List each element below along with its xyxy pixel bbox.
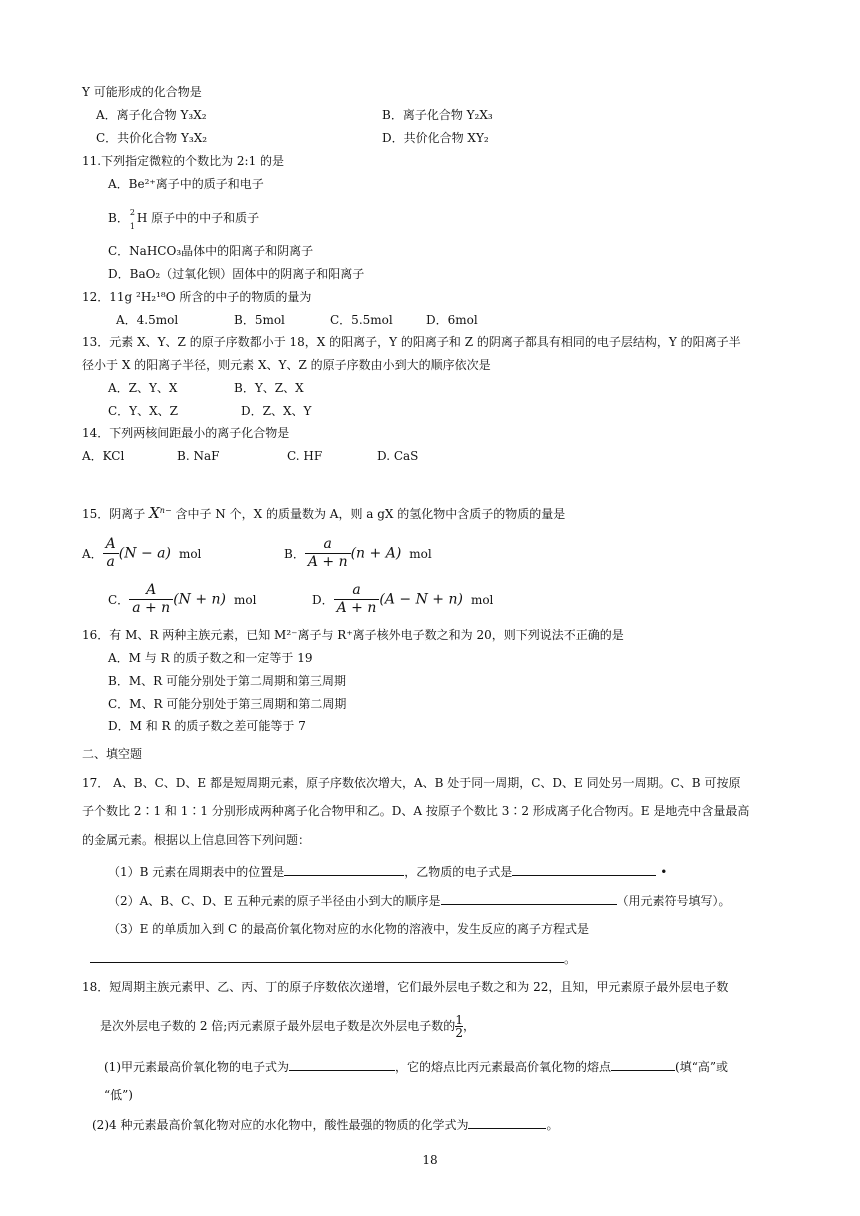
q17-line-1: 17． A、B、C、D、E 都是短周期元素，原子序数依次增大，A、B 处于同一周期，C、D、E 同处另一周期。C、B 可按原 <box>82 776 741 790</box>
q12-option-b: B．5mol <box>234 313 285 327</box>
q12-option-c: C．5.5mol <box>330 313 393 327</box>
q15-stem: 15．阴离子 $X^{n-}$ 含中子 N 个，X 的质量数为 A，则 a gX 的氢化物中含质子的物质的量是 <box>82 504 566 522</box>
q10-option-b: B．离子化合物 Y₂X₃ <box>382 108 493 122</box>
q16-option-a: A．M 与 R 的质子数之和一定等于 19 <box>108 651 313 665</box>
q13-option-d: D．Z、X、Y <box>241 404 312 418</box>
q18-part-2: (2)4 种元素最高价氧化物对应的水化物中，酸性最强的物质的化学式为 。 <box>92 1118 559 1132</box>
q13-line-1: 13．元素 X、Y、Z 的原子序数都小于 18，X 的阳离子，Y 的阳离子和 Z 的阴离子都具有相同的电子层结构，Y 的阳离子半 <box>82 335 741 349</box>
q15-option-b: B． $\frac{a}{A + n}$ (n + A) mol <box>284 536 432 570</box>
anion-symbol: X <box>149 504 160 522</box>
q14-option-b: B. NaF <box>177 449 220 463</box>
fraction: $\frac{a}{A + n}$ <box>334 582 380 617</box>
q15-option-d: D． $\frac{a}{A + n}$ (A − N + n) mol <box>312 582 494 616</box>
q18-part-1: (1)甲元素最高价氧化物的电子式为 ，它的熔点比丙元素最高价氧化物的熔点 (填“高”或 <box>104 1060 728 1074</box>
answer-blank[interactable] <box>468 1116 546 1129</box>
q13-option-b: B．Y、Z、X <box>234 381 304 395</box>
q16-stem: 16．有 M、R 两种主族元素，已知 M²⁻离子与 R⁺离子核外电子数之和为 20，则下列说法不正确的是 <box>82 628 624 642</box>
q17-line-3: 的金属元素。根据以上信息回答下列问题： <box>82 833 311 847</box>
q13-option-a: A．Z、Y、X <box>108 381 178 395</box>
q16-option-d: D．M 和 R 的质子数之差可能等于 7 <box>108 719 306 733</box>
fraction: $\frac{A}{a}$ <box>103 536 119 571</box>
q13-option-c: C．Y、X、Z <box>108 404 178 418</box>
q13-line-2: 径小于 X 的阳离子半径，则元素 X、Y、Z 的原子序数由小到大的顺序依次是 <box>82 358 491 372</box>
q14-option-d: D. CaS <box>377 449 419 463</box>
answer-blank[interactable] <box>284 863 404 876</box>
answer-blank[interactable] <box>611 1058 675 1071</box>
q17-part-1: （1）B 元素在周期表中的位置是 ，乙物质的电子式是 • <box>108 865 668 879</box>
q11-option-d: D．BaO₂（过氧化钡）固体中的阴离子和阳离子 <box>108 267 365 281</box>
q11-stem: 11.下列指定微粒的个数比为 2:1 的是 <box>82 154 285 168</box>
q16-option-b: B．M、R 可能分别处于第二周期和第三周期 <box>108 674 346 688</box>
q10-option-d: D．共价化合物 XY₂ <box>382 131 489 145</box>
answer-blank[interactable] <box>512 863 656 876</box>
q14-option-a: A．KCl <box>82 449 125 463</box>
q10-option-c: C．共价化合物 Y₃X₂ <box>96 131 208 145</box>
fraction-one-half: $\frac{1}{2}$ <box>455 1013 463 1040</box>
q11-option-a: A．Be²⁺离子中的质子和电子 <box>108 177 264 191</box>
q11-option-c: C．NaHCO₃晶体中的阳离子和阴离子 <box>108 244 314 258</box>
q15-option-a: A． $\frac{A}{a}$ (N − a) mol <box>82 536 202 570</box>
q16-option-c: C．M、R 可能分别处于第三周期和第二周期 <box>108 697 347 711</box>
q18-line-2: 是次外层电子数的 2 倍;丙元素原子最外层电子数是次外层电子数的 $\frac{1}{2}$ ， <box>100 1013 475 1040</box>
answer-blank[interactable] <box>90 950 564 963</box>
q15-option-c: C． $\frac{A}{a + n}$ (N + n) mol <box>108 582 257 616</box>
q14-stem: 14．下列两核间距最小的离子化合物是 <box>82 426 290 440</box>
answer-blank[interactable] <box>441 892 617 905</box>
q11-option-b: B． 2 1 H 原子中的中子和质子 <box>108 207 260 231</box>
page-number: 18 <box>422 1153 438 1167</box>
fraction: $\frac{A}{a + n}$ <box>129 582 173 617</box>
section-heading: 二、填空题 <box>82 747 143 761</box>
q17-part-2: （2）A、B、C、D、E 五种元素的原子半径由小到大的顺序是 （用元素符号填写）。 <box>108 894 731 908</box>
q17-part-3-answer: 。 <box>90 950 576 967</box>
q17-part-3: （3）E 的单质加入到 C 的最高价氧化物对应的水化物的溶液中，发生反应的离子方程式是 <box>108 922 590 936</box>
q14-option-c: C. HF <box>287 449 323 463</box>
fraction: $\frac{a}{A + n}$ <box>305 536 351 571</box>
q10-option-a: A．离子化合物 Y₃X₂ <box>96 108 207 122</box>
q17-line-2: 子个数比 2∶1 和 1∶1 分别形成两种离子化合物甲和乙。D、A 按原子个数比 3∶2 形成离子化合物丙。E 是地壳中含量最高 <box>82 804 750 818</box>
answer-blank[interactable] <box>289 1058 395 1071</box>
q18-line-1: 18．短周期主族元素甲、乙、丙、丁的原子序数依次递增，它们最外层电子数之和为 22，且知，甲元素原子最外层电子数 <box>82 980 729 994</box>
isotope-notation: 2 1 <box>129 207 135 231</box>
q10-tail: Y 可能形成的化合物是 <box>82 85 202 99</box>
q18-part-1-cont: “低”) <box>104 1088 133 1102</box>
q12-option-d: D．6mol <box>426 313 478 327</box>
q12-option-a: A．4.5mol <box>116 313 179 327</box>
q12-stem: 12．11g ²H₂¹⁸O 所含的中子的物质的量为 <box>82 290 312 304</box>
